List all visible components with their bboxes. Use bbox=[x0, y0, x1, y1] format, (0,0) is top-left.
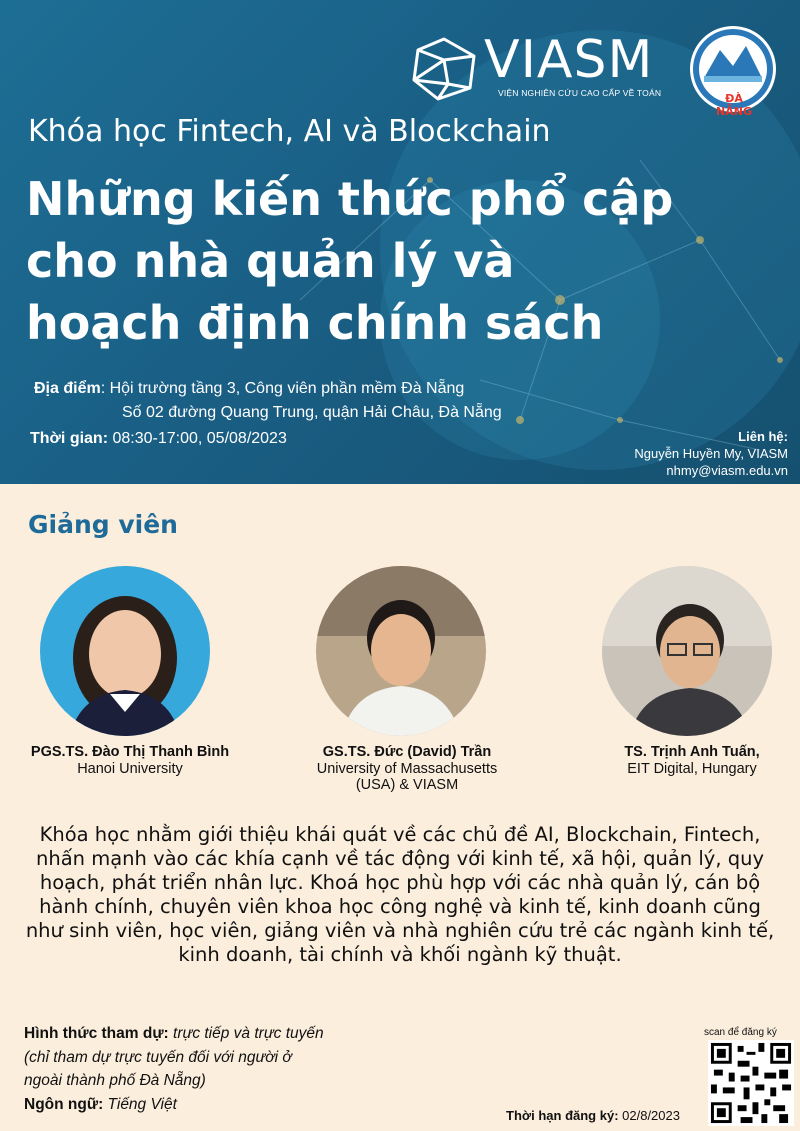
deadline-value: 02/8/2023 bbox=[618, 1108, 680, 1123]
logo-subtitle: VIỆN NGHIÊN CỨU CAO CẤP VỀ TOÁN bbox=[498, 88, 662, 98]
attendance-note-line bbox=[24, 1070, 206, 1092]
lecturer-affiliation bbox=[277, 761, 537, 793]
lecturer-name: GS.TS. Đức (David) Trần bbox=[322, 744, 492, 760]
time-label: Thời gian: bbox=[30, 430, 109, 447]
location-label: Địa điểm bbox=[34, 380, 101, 397]
hero-banner bbox=[0, 0, 800, 484]
lecturer-affiliation bbox=[0, 761, 260, 777]
seal-label: ĐÀ NẴNG bbox=[716, 92, 752, 118]
affiliation-line: Hanoi University bbox=[77, 761, 183, 777]
attendance-note: (chỉ tham dự trực tuyến đối với người ở bbox=[24, 1049, 292, 1066]
headline-line: cho nhà quản lý và bbox=[26, 234, 515, 288]
affiliation-line: (USA) & VIASM bbox=[355, 777, 459, 793]
time-line bbox=[30, 430, 287, 448]
lecturer-photo bbox=[40, 566, 210, 736]
attendance-line bbox=[24, 1023, 324, 1045]
registration-qr-code[interactable] bbox=[708, 1040, 794, 1126]
attendance-label: Hình thức tham dự: bbox=[24, 1025, 169, 1042]
affiliation-line: University of Massachusetts bbox=[316, 761, 498, 777]
attendance-note-line bbox=[24, 1047, 292, 1069]
lecturer-photo bbox=[602, 566, 772, 736]
language-label: Ngôn ngữ: bbox=[24, 1096, 104, 1113]
time-value: 08:30-17:00, 05/08/2023 bbox=[108, 430, 287, 447]
contact-label: Liên hệ: bbox=[738, 429, 788, 444]
portrait-woman-icon bbox=[40, 566, 210, 736]
qr-code-icon bbox=[708, 1040, 794, 1126]
contact-name: Nguyễn Huyền My, VIASM bbox=[634, 446, 788, 461]
attendance-note: ngoài thành phố Đà Nẵng) bbox=[24, 1072, 206, 1089]
logo-wordmark: VIASM bbox=[484, 30, 654, 90]
lecturer-name: TS. Trịnh Anh Tuấn, bbox=[624, 744, 760, 760]
lecturer-name: PGS.TS. Đào Thị Thanh Bình bbox=[30, 744, 230, 760]
portrait-man-icon bbox=[316, 566, 486, 736]
section-title-lecturers: Giảng viên bbox=[28, 510, 178, 539]
lecturer-affiliation bbox=[562, 761, 800, 777]
course-description: Khóa học nhằm giới thiệu khái quát về các chủ đề AI, Blockchain, Fintech, nhấn mạnh vào các khía cạnh về tác động với kinh tế, xã hội, quản lý, quy hoạch, phát triển nhân lực. Khoá học phù hợp với các nhà quản lý, cán bộ hành chính, chuyên viên khoa học công nghệ và kinh tế, kinh doanh cũng như sinh viên, học viên, giảng viên và nhà nghiên cứu trẻ các ngành kinh tế, kinh doanh, tài chính và khối ngành kỹ thuật. bbox=[25, 823, 775, 966]
lecturer-photo bbox=[316, 566, 486, 736]
language-value: Tiếng Việt bbox=[103, 1096, 177, 1113]
location-line-1 bbox=[34, 380, 464, 398]
headline-line: Những kiến thức phổ cập bbox=[26, 172, 674, 226]
language-line bbox=[24, 1094, 177, 1116]
affiliation-line: EIT Digital, Hungary bbox=[627, 761, 757, 777]
course-name: Khóa học Fintech, AI và Blockchain bbox=[28, 114, 551, 149]
viasm-logo-icon bbox=[408, 36, 480, 102]
contact-block bbox=[634, 428, 788, 479]
location-line-2: Số 02 đường Quang Trung, quận Hải Châu, Đà Nẵng bbox=[122, 404, 502, 421]
headline bbox=[26, 168, 673, 354]
registration-deadline bbox=[506, 1108, 680, 1123]
attendance-value: trực tiếp và trực tuyến bbox=[168, 1025, 324, 1042]
portrait-man-glasses-icon bbox=[602, 566, 772, 736]
headline-line: hoạch định chính sách bbox=[26, 296, 604, 350]
contact-email: nhmy@viasm.edu.vn bbox=[666, 463, 788, 478]
qr-label: scan để đăng ký bbox=[704, 1027, 777, 1038]
location-value: : Hội trường tầng 3, Công viên phần mềm Đà Nẵng bbox=[100, 380, 465, 397]
deadline-label: Thời hạn đăng ký: bbox=[506, 1108, 619, 1123]
